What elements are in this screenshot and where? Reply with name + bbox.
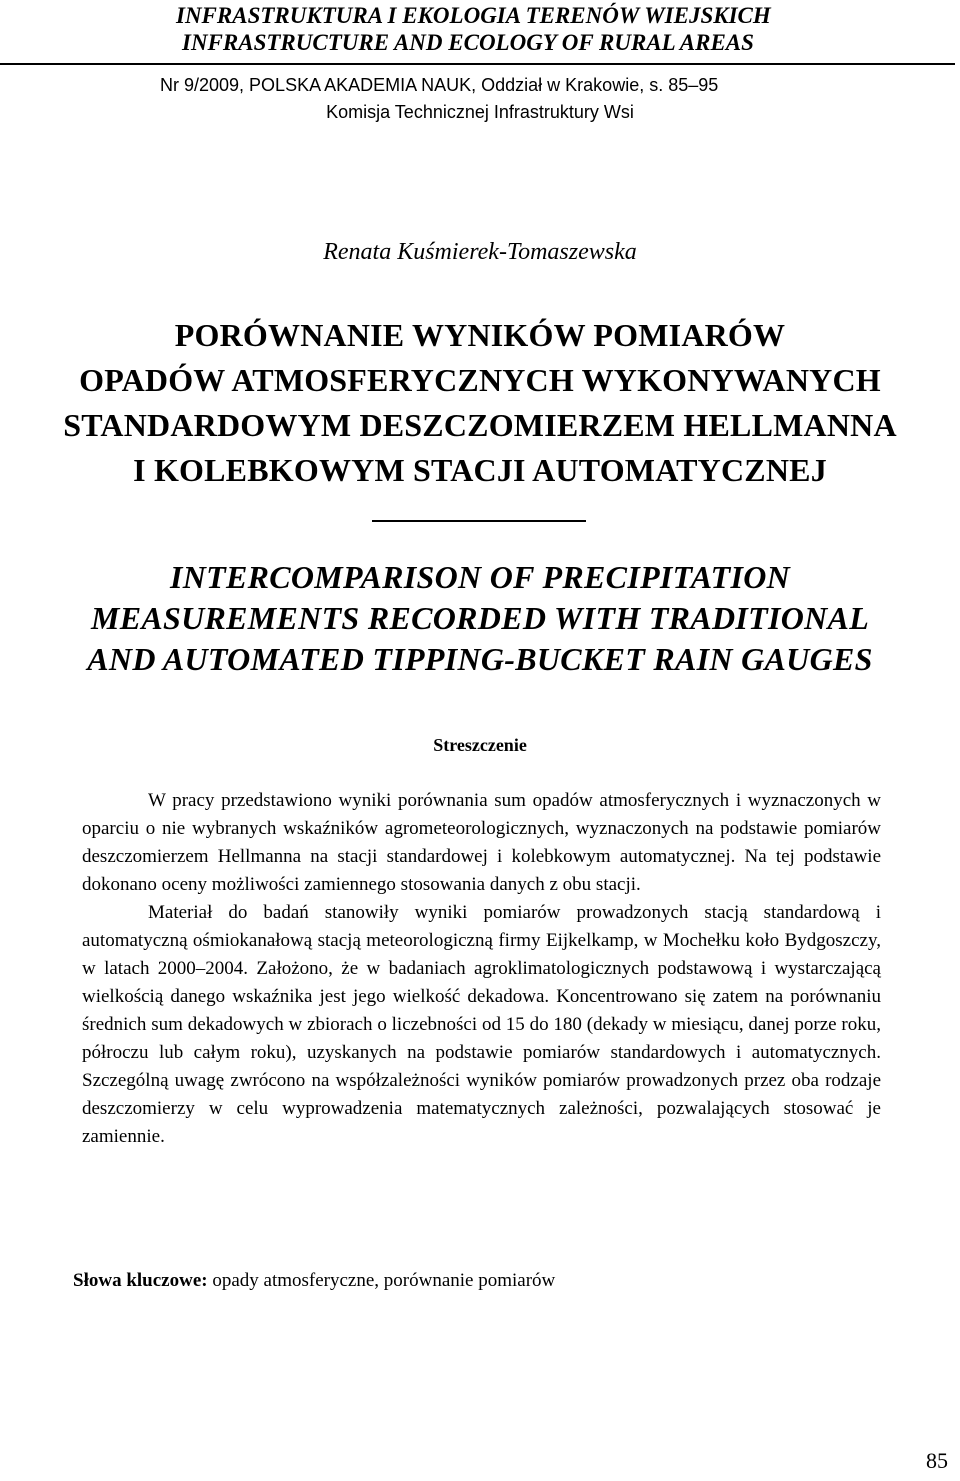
abstract-heading: Streszczenie xyxy=(433,735,527,755)
abstract-paragraph: W pracy przedstawiono wyniki porównania sum opadów atmosferycznych i wyznaczonych w oparciu o nie wybranych wskaźników agrometeorologicznych, wyznaczonych na podstawie pomiarów deszczomierzem Hellmanna na stacji standardowej i kolebkowym automatycznej. Na tej podstawie dokonano oceny możliwości zamiennego stosowania danych z obu stacji. xyxy=(82,790,881,895)
keywords-text: opady atmosferyczne, porównanie pomiarów xyxy=(212,1270,556,1291)
title-pl-line: I KOLEBKOWYM STACJI AUTOMATYCZNEJ xyxy=(133,452,827,488)
article-title-pl xyxy=(0,313,960,493)
keywords-label: Słowa kluczowe: xyxy=(73,1270,208,1291)
commission-line: Komisja Technicznej Infrastruktury Wsi xyxy=(326,102,634,122)
journal-title-pl: INFRASTRUKTURA I EKOLOGIA TERENÓW WIEJSKICH xyxy=(176,3,771,28)
issue-line: Nr 9/2009, POLSKA AKADEMIA NAUK, Oddział w Krakowie, s. 85–95 xyxy=(160,75,719,95)
title-pl-line: OPADÓW ATMOSFERYCZNYCH WYKONYWANYCH xyxy=(79,362,881,398)
title-pl-line: STANDARDOWYM DESZCZOMIERZEM HELLMANNA xyxy=(63,407,897,443)
page-number: 85 xyxy=(926,1448,948,1473)
title-en-line: INTERCOMPARISON OF PRECIPITATION xyxy=(169,559,791,595)
article-author: Renata Kuśmierek-Tomaszewska xyxy=(323,239,637,265)
abstract-paragraph: Materiał do badań stanowiły wyniki pomiarów prowadzonych stacją standardową i automatyczną ośmiokanałową stacją meteorologiczną firmy Eijkelkamp, w Mochełku koło Bydgoszczy, w latach 2000–2004. Założono, że w badaniach agroklimatologicznych podstawową i wystarczającą wielkością danego wskaźnika jest jego wielkość dekadowa. Koncentrowano się zatem na porównaniu średnich sum dekadowych w zbiorach o liczebności od 15 do 180 (dekady w miesiącu, danej porze roku, półroczu lub całym roku), uzyskanych na podstawie pomiarów standardowych i automatycznych. Szczególną uwagę zwrócono na współzależności wyników pomiarów prowadzonych przez oba rodzaje deszczomierzy w celu wyprowadzenia matematycznych zależności, pozwalających stosować je zamiennie. xyxy=(82,902,881,1147)
abstract-body xyxy=(82,787,881,1151)
journal-title-en: INFRASTRUCTURE AND ECOLOGY OF RURAL AREAS xyxy=(182,30,754,55)
title-divider xyxy=(372,520,586,522)
header-divider xyxy=(0,63,955,65)
title-pl-line: PORÓWNANIE WYNIKÓW POMIARÓW xyxy=(174,317,786,353)
article-title-en xyxy=(0,557,960,680)
title-en-line: MEASUREMENTS RECORDED WITH TRADITIONAL xyxy=(90,600,870,636)
title-en-line: AND AUTOMATED TIPPING-BUCKET RAIN GAUGES xyxy=(87,641,873,677)
keywords xyxy=(73,1267,893,1295)
